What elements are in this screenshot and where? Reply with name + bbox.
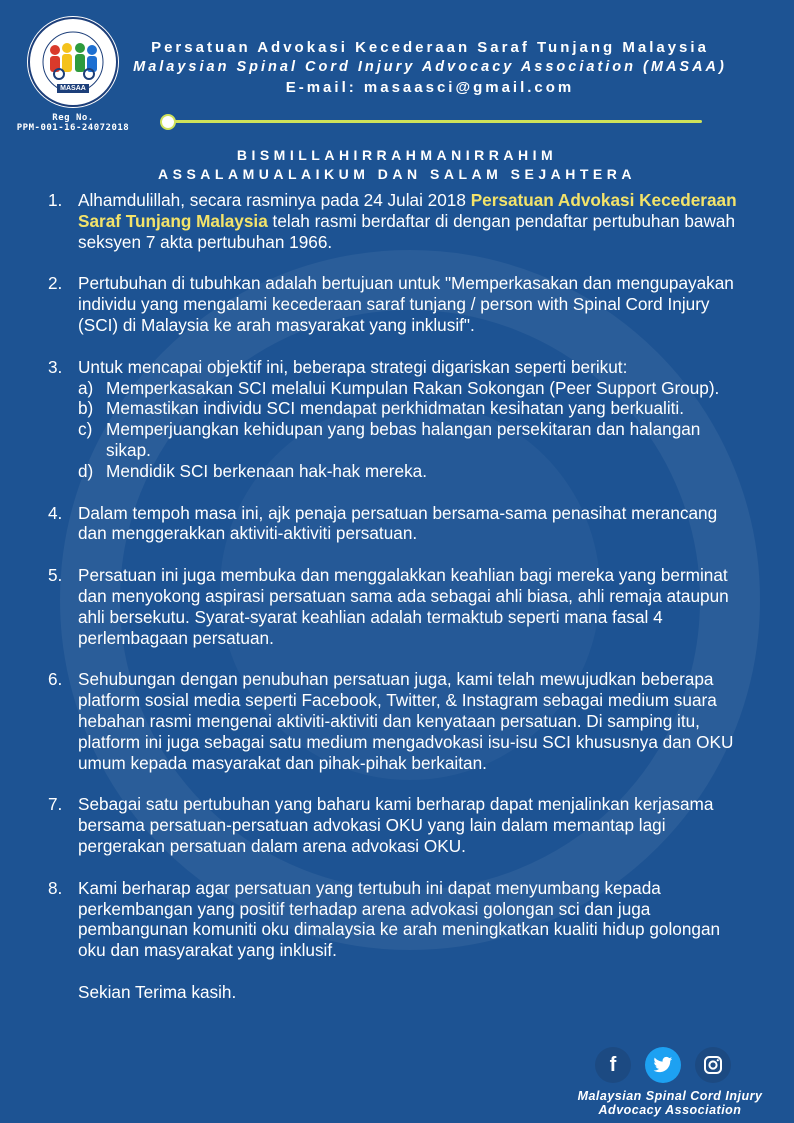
footer-line-1: Malaysian Spinal Cord Injury (577, 1089, 763, 1103)
sub-item (78, 398, 748, 419)
logo-text: MASAA (60, 85, 86, 92)
item-text: Sebagai satu pertubuhan yang baharu kami berharap dapat menjalinkan kerjasama bersama persatuan-persatuan advokasi OKU yang lain dalam memantap lagi pergerakan persatuan dalam arena advokasi OKU. (78, 794, 714, 856)
item-number: 1. (48, 190, 63, 210)
item-number: 4. (48, 502, 63, 523)
item-text: Kami berharap agar persatuan yang tertubuh ini dapat menyumbang kepada perkembangan yang positif terhadap arena advokasi golongan sci dan juga pembangunan komuniti oku dimalaysia ke arah meningkatkan kualiti hidup golongan oku dan masyarakat yang inklusif. (78, 877, 721, 961)
letter-body (48, 190, 748, 1003)
association-name-highlight: Persatuan Advokasi Kecederaan Saraf Tunjang Malaysia (78, 190, 737, 231)
masaa-logo (27, 16, 119, 108)
list-item (48, 669, 748, 773)
org-name-malay: Persatuan Advokasi Kecederaan Saraf Tunjang Malaysia (151, 39, 709, 56)
item-text: Untuk mencapai objektif ini, beberapa strategi digariskan seperti berikut: (78, 356, 628, 377)
list-item (48, 794, 748, 856)
item-text: Pertubuhan di tubuhkan adalah bertujuan untuk "Memperkasakan dan mengupayakan individu yang mengalami kecederaan saraf tunjang / person with Spinal Cord Injury (SCI) di Malaysia ke arah masyarakat yang inklusif". (78, 273, 734, 335)
item-text: telah rasmi berdaftar di dengan pendaftar pertubuhan bawah seksyen 7 akta pertubuhan 1966. (78, 210, 736, 252)
sub-item-letter: b) (78, 398, 94, 419)
org-name-english: Malaysian Spinal Cord Injury Advocacy Association (MASAA) (133, 59, 727, 75)
facebook-icon[interactable] (595, 1047, 631, 1083)
logo-emblem-icon (27, 16, 119, 108)
item-number: 5. (48, 565, 63, 586)
divider-line (166, 120, 702, 123)
twitter-bird-icon (653, 1056, 673, 1074)
list-item (48, 357, 748, 482)
item-number: 3. (48, 356, 63, 377)
footer-line-2: Advocacy Association (598, 1103, 742, 1117)
greeting-salam: ASSALAMUALAIKUM DAN SALAM SEJAHTERA (158, 166, 636, 182)
reg-label: Reg No. (52, 113, 94, 123)
closing-text: Sekian Terima kasih. (78, 981, 237, 1002)
sub-item-letter: d) (78, 460, 94, 481)
greeting-bismillah: BISMILLAHIRRAHMANIRRAHIM (236, 147, 558, 163)
reg-number: PPM-001-16-24072018 (16, 123, 130, 133)
instagram-icon[interactable] (695, 1047, 731, 1083)
list-item (48, 565, 748, 648)
item-text: Alhamdulillah, secara rasminya pada 24 Julai 2018 (78, 190, 471, 210)
social-links (595, 1047, 731, 1085)
sub-item-letter: c) (78, 419, 93, 440)
item-number: 8. (48, 877, 63, 898)
footer-org-name (546, 1089, 794, 1117)
header-divider (160, 114, 702, 130)
item-text: Dalam tempoh masa ini, ajk penaja persatuan bersama-sama penasihat merancang dan menggerakkan aktiviti-aktiviti persatuan. (78, 502, 718, 544)
item-number: 7. (48, 794, 63, 815)
list-item (48, 503, 748, 545)
contact-email: E-mail: masaasci@gmail.com (285, 79, 575, 96)
list-item (48, 190, 748, 252)
sub-item-text: Memperjuangkan kehidupan yang bebas halangan persekitaran dan halangan sikap. (106, 419, 701, 460)
twitter-icon[interactable] (645, 1047, 681, 1083)
instagram-camera-icon (703, 1055, 723, 1075)
item-text: Persatuan ini juga membuka dan menggalakkan keahlian bagi mereka yang berminat dan menyokong aspirasi persatuan sama ada sebagai ahli biasa, ahli remaja ataupun ahli bersekutu. Syarat-syarat keahlian adalah termaktub seperti mana fasal 4 perlembagaan persatuan. (78, 565, 729, 648)
list-item (48, 878, 748, 961)
sub-item (78, 419, 748, 461)
sub-item-text: Memperkasakan SCI melalui Kumpulan Rakan Sokongan (Peer Support Group). (106, 377, 720, 398)
item-number: 6. (48, 669, 63, 690)
item-text: Sehubungan dengan penubuhan persatuan juga, kami telah mewujudkan beberapa platform sosial media seperti Facebook, Twitter, & Instagram sebagai medium suara hebahan rasmi mengenai aktiviti-aktiviti dan kenyataan persatuan. Di samping itu, platform ini juga sebagai satu medium mengadvokasi isu-isu SCI khususnya dan OKU umum kepada masyarakat dan pihak-pihak berkaitan. (78, 669, 734, 773)
registration (0, 113, 146, 133)
sub-item (78, 378, 748, 399)
sub-item (78, 461, 748, 482)
sub-item-text: Mendidik SCI berkenaan hak-hak mereka. (106, 460, 427, 481)
facebook-glyph: f (609, 1053, 617, 1076)
item-number: 2. (48, 273, 63, 294)
list-item (48, 273, 748, 335)
sub-item-text: Memastikan individu SCI mendapat perkhidmatan kesihatan yang berkualiti. (106, 398, 685, 419)
divider-knob (160, 114, 176, 130)
sub-item-letter: a) (78, 377, 94, 398)
